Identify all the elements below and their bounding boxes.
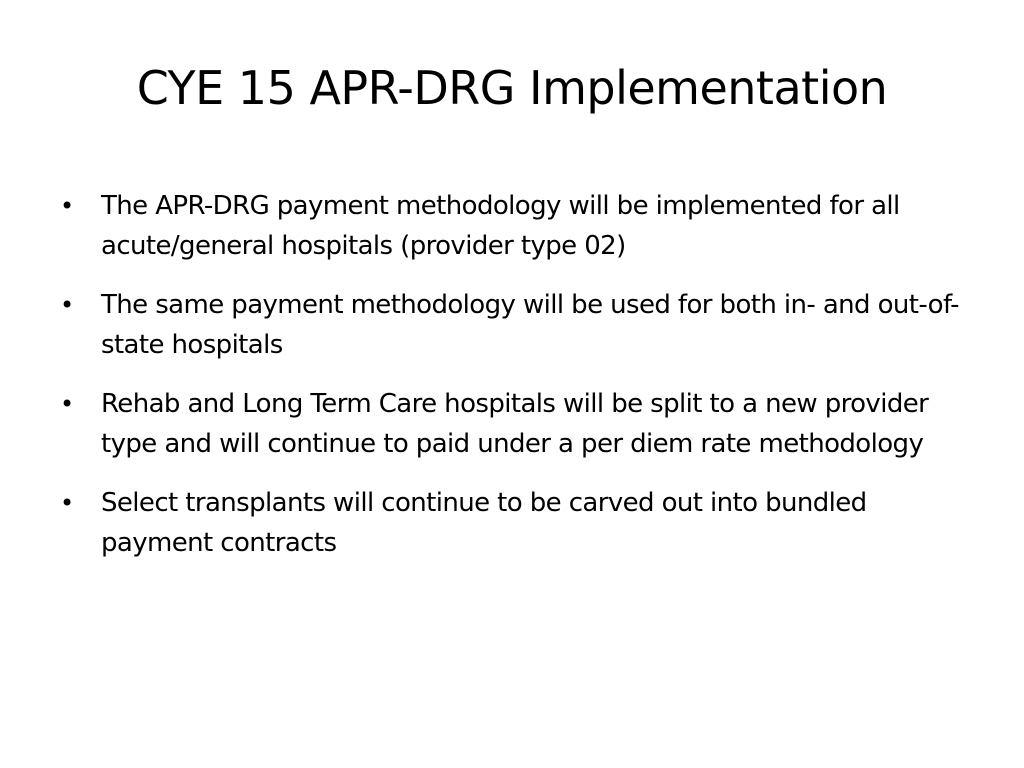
bullet-text: Select transplants will continue to be carved out into bundled payment contracts [101,488,867,558]
bullet-item [58,186,970,266]
bullet-item [58,384,970,464]
bullet-dot-icon: • [60,192,74,220]
bullet-text: The APR-DRG payment methodology will be implemented for all acute/general hospitals (provider type 02) [101,191,900,261]
bullet-dot-icon: • [60,291,74,319]
bullet-item [58,285,970,365]
bullet-dot-icon: • [60,489,74,517]
bullet-text: The same payment methodology will be used for both in- and out-of-state hospitals [101,290,959,360]
bullet-list [58,186,970,582]
bullet-dot-icon: • [60,390,74,418]
bullet-text: Rehab and Long Term Care hospitals will be split to a new provider type and will continue to paid under a per diem rate methodology [101,389,929,459]
slide-title: CYE 15 APR-DRG Implementation [136,61,888,115]
bullet-item [58,483,970,563]
